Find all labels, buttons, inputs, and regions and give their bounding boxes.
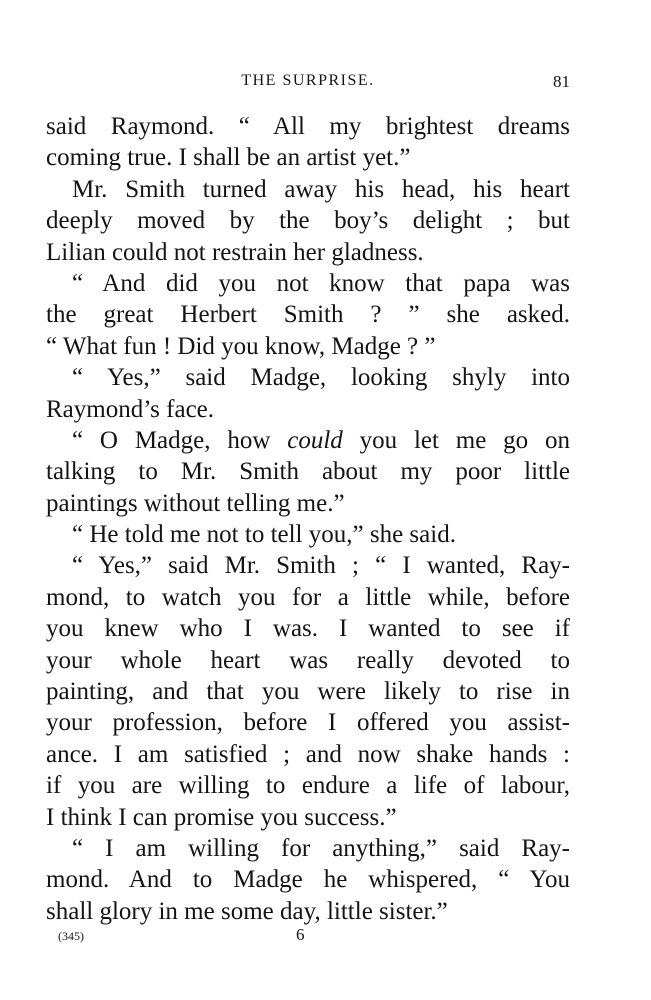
text-line: I think I can promise you success.” (46, 803, 397, 831)
text-line: you knew who I was. I wanted to see if (46, 615, 570, 643)
text-line: Mr. Smith turned away his head, his heart (72, 175, 570, 203)
text-line: your whole heart was really devoted to (46, 646, 570, 674)
text-line: “ Yes,” said Madge, looking shyly into (72, 364, 570, 392)
running-head (46, 72, 570, 94)
text-line: painting, and that you were likely to rise in (46, 678, 570, 706)
body-text (46, 111, 570, 927)
signature-code: (345) (58, 929, 84, 943)
text-line: Raymond’s face. (46, 395, 215, 423)
text-line: “ I am willing for anything,” said Ray- (72, 834, 570, 862)
text-line: said Raymond. “ All my brightest dreams (46, 113, 570, 140)
text-line: “ He told me not to tell you,” she said. (72, 521, 456, 549)
text-line: paintings without telling me.” (46, 489, 345, 517)
text-line: if you are willing to endure a life of labour, (46, 772, 570, 800)
text-line: mond. And to Madge he whispered, “ You (46, 866, 570, 894)
text-line: “ O Madge, how could you let me go on (72, 426, 570, 454)
signature-mark: 6 (296, 925, 305, 944)
text-line: “ Yes,” said Mr. Smith ; “ I wanted, Ray- (72, 552, 570, 580)
text-line: deeply moved by the boy’s delight ; but (46, 207, 570, 235)
text-line: Lilian could not restrain her gladness. (46, 238, 424, 266)
text-line: ance. I am satisfied ; and now shake hands : (46, 740, 570, 768)
text-line: mond, to watch you for a little while, before (46, 583, 570, 611)
text-line: coming true. I shall be an artist yet.” (46, 144, 411, 172)
page-number: 81 (553, 72, 570, 91)
text-line: your profession, before I offered you assist- (46, 709, 570, 737)
page-foot (58, 925, 458, 949)
text-line: talking to Mr. Smith about my poor little (46, 458, 570, 486)
running-title: THE SURPRISE. (241, 72, 375, 89)
text-line: “ And did you not know that papa was (72, 269, 570, 297)
text-line: the great Herbert Smith ? ” she asked. (46, 301, 570, 329)
text-line: shall glory in me some day, little sister.” (46, 897, 448, 925)
text-line: “ What fun ! Did you know, Madge ? ” (46, 332, 436, 360)
